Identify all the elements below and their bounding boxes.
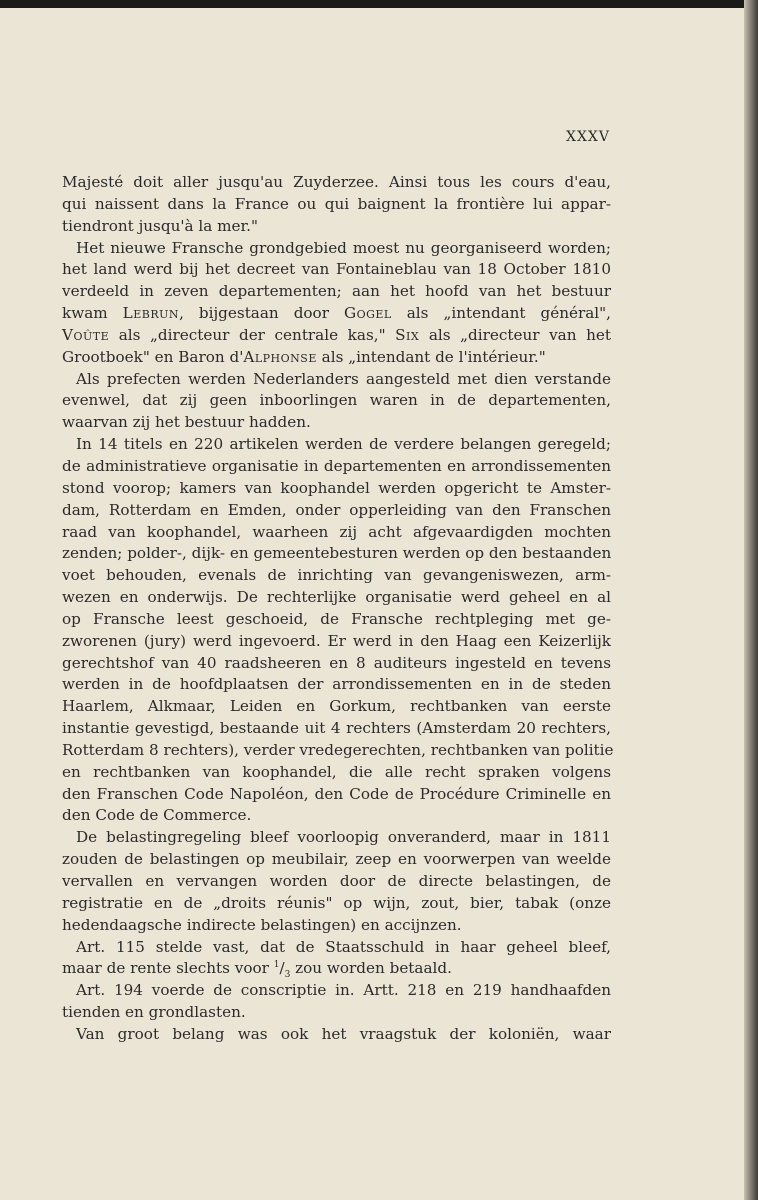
name-smallcaps: Gogel <box>343 304 392 323</box>
text-line: stond voorop; kamers van koophandel werden opgericht te Amster- <box>62 478 611 497</box>
name-smallcaps: Alphonse <box>243 347 317 366</box>
text-line: wezen en onderwijs. De rechterlijke organisatie werd geheel en al <box>62 588 611 607</box>
body-text <box>62 172 614 1046</box>
text-line: Als prefecten werden Nederlanders aangesteld met dien verstande <box>76 369 611 388</box>
name-smallcaps: Six <box>395 325 420 344</box>
text-line: Van groot belang was ook het vraagstuk der koloniën, waar <box>76 1024 611 1043</box>
text-run: , bijgestaan door <box>179 304 344 323</box>
text-line: den Code de Commerce. <box>62 806 252 825</box>
text-line: de administratieve organisatie in departementen en arrondissementen <box>62 456 611 475</box>
text-line: evenwel, dat zij geen inboorlingen waren in de departementen, <box>62 391 611 410</box>
text-run: als „intendant de l'intérieur." <box>316 347 546 366</box>
text-line: den Franschen Code Napoléon, den Code de Procédure Criminelle en <box>62 784 611 803</box>
text-line: verdeeld in zeven departementen; aan het hoofd van het bestuur <box>62 282 611 301</box>
book-page <box>0 8 744 1200</box>
text-line: het land werd bij het decreet van Fontaineblau van 18 October 1810 <box>62 260 611 279</box>
text-line <box>62 347 611 369</box>
text-line: op Fransche leest geschoeid, de Fransche rechtpleging met ge- <box>62 609 611 628</box>
text-run: zou worden betaald. <box>290 959 452 978</box>
text-line: werden in de hoofdplaatsen der arrondissementen en in de steden <box>62 675 611 694</box>
text-line: hedendaagsche indirecte belastingen) en accijnzen. <box>62 915 462 934</box>
text-run: / <box>279 959 285 978</box>
text-line: qui naissent dans la France ou qui baignent la frontière lui appar- <box>62 194 611 213</box>
text-line: Rotterdam 8 rechters), verder vredegerechten, rechtbanken van politie <box>62 740 614 759</box>
text-line: vervallen en vervangen worden door de directe belastingen, de <box>62 872 611 890</box>
text-line: en rechtbanken van koophandel, die alle recht spraken volgens <box>62 762 611 781</box>
text-line: De belastingregeling bleef voorloopig onveranderd, maar in 1811 <box>76 828 611 847</box>
text-line: tiendront jusqu'à la mer." <box>62 216 258 235</box>
text-run: kwam <box>62 304 123 323</box>
text-run: als „intendant général", <box>391 304 611 323</box>
text-run: als „directeur van het <box>419 325 611 344</box>
text-line: zouden de belastingen op meubilair, zeep en voorwerpen van weelde <box>62 850 611 869</box>
name-smallcaps: Voûte <box>62 325 110 344</box>
page-number: XXXV <box>566 129 611 145</box>
text-run: 3 <box>284 970 291 981</box>
text-line: zenden; polder-, dijk- en gemeentebesturen werden op den bestaanden <box>62 544 612 563</box>
text-line <box>62 325 611 347</box>
text-run: 1 <box>273 960 280 971</box>
text-run: maar de rente slechts voor <box>62 959 274 978</box>
text-line <box>62 303 611 325</box>
text-line: instantie gevestigd, bestaande uit 4 rechters (Amsterdam 20 rechters, <box>62 719 611 738</box>
text-run: als „directeur der centrale kas," <box>109 325 396 344</box>
text-line: zworenen (jury) werd ingevoerd. Er werd in den Haag een Keizerlijk <box>62 631 611 650</box>
text-line: registratie en de „droits réunis" op wijn, zout, bier, tabak (onze <box>62 893 611 912</box>
name-smallcaps: Lebrun <box>122 304 180 323</box>
text-line: Haarlem, Alkmaar, Leiden en Gorkum, rechtbanken van eerste <box>62 697 611 716</box>
text-line: Majesté doit aller jusqu'au Zuyderzee. Ainsi tous les cours d'eau, <box>62 173 611 191</box>
text-line: Art. 115 stelde vast, dat de Staatsschuld in haar geheel bleef, <box>76 937 611 956</box>
text-line: waarvan zij het bestuur hadden. <box>62 413 311 432</box>
text-line: Het nieuwe Fransche grondgebied moest nu georganiseerd worden; <box>76 238 611 257</box>
text-line: raad van koophandel, waarheen zij acht afgevaardigden mochten <box>62 522 611 541</box>
text-line: tienden en grondlasten. <box>62 1003 246 1022</box>
text-line: Art. 194 voerde de conscriptie in. Artt. 218 en 219 handhaafden <box>76 981 611 1000</box>
book-spine-edge <box>744 0 758 1200</box>
text-line: In 14 titels en 220 artikelen werden de verdere belangen geregeld; <box>76 435 611 454</box>
text-line <box>62 958 611 980</box>
text-line: dam, Rotterdam en Emden, onder opperleiding van den Franschen <box>62 500 611 519</box>
text-line: gerechtshof van 40 raadsheeren en 8 auditeurs ingesteld en tevens <box>62 653 611 672</box>
text-line: voet behouden, evenals de inrichting van gevangeniswezen, arm- <box>62 566 611 585</box>
text-run: Grootboek" en Baron d' <box>62 347 244 366</box>
